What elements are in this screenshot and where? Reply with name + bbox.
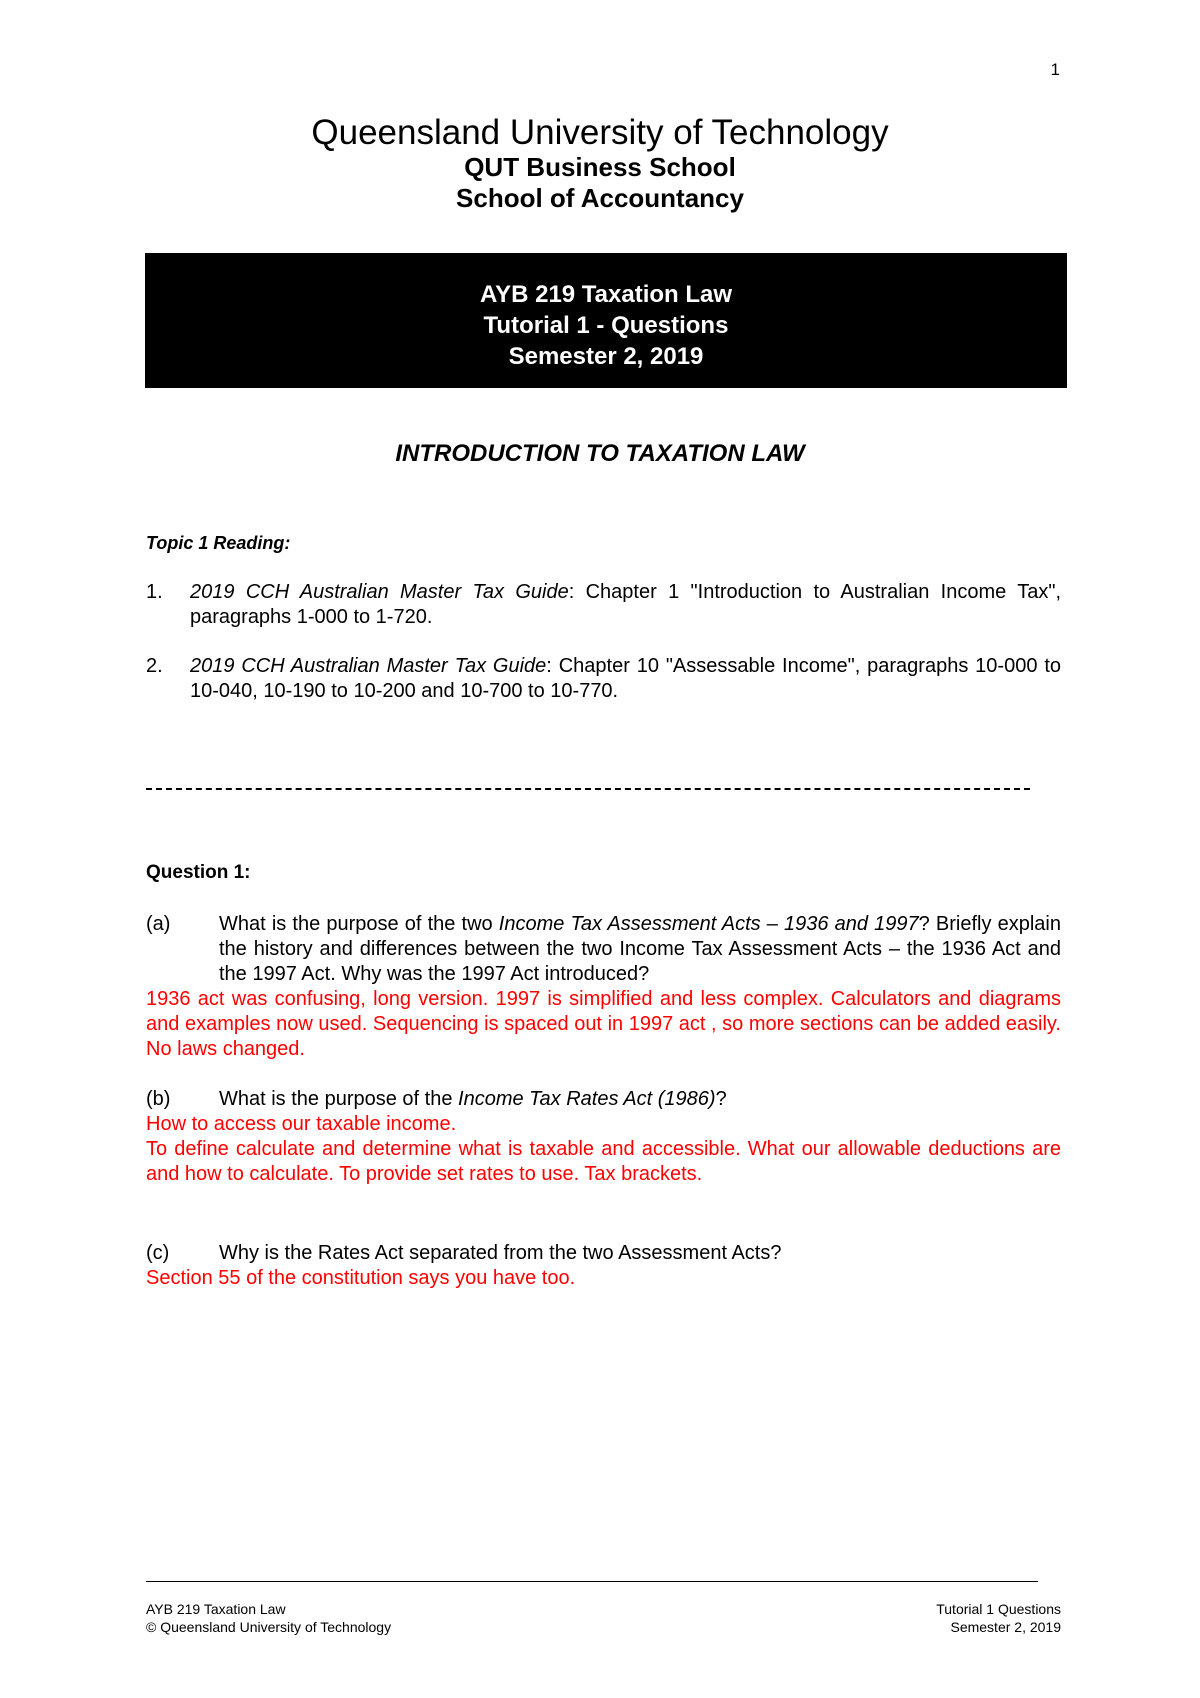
question-1b-label: (b) (146, 1088, 171, 1110)
question-1a-row (146, 912, 1061, 987)
question-1c-label: (c) (146, 1242, 170, 1264)
question-1c-answer: Section 55 of the constitution says you have too. (146, 1267, 576, 1289)
question-1c-row (146, 1241, 1061, 1266)
university-name: Queensland University of Technology (311, 113, 889, 152)
unit-banner (145, 253, 1067, 388)
reading-heading: Topic 1 Reading: (146, 533, 291, 553)
act-name: Income Tax Rates Act (1986) (458, 1088, 716, 1110)
book-title: 2019 CCH Australian Master Tax Guide (190, 655, 547, 677)
reading-item-detail: : Chapter 10 "Assessable Income", paragraphs 10-000 to 10-040, 10-190 to 10-200 and 10-700 to 10-770. (190, 655, 1061, 702)
reading-item-number: 2. (146, 655, 163, 677)
question-1a-answer: 1936 act was confusing, long version. 1997 is simplified and less complex. Calculators and diagrams and examples now used. Sequencing is spaced out in 1997 act , so more sections can be added easily. No laws changed. (146, 988, 1061, 1060)
reading-item-detail: : Chapter 1 "Introduction to Australian Income Tax", paragraphs 1-000 to 1-720. (190, 581, 1062, 628)
page-footer (146, 1600, 1061, 1636)
reading-item-number: 1. (146, 581, 163, 603)
reading-list (146, 580, 1061, 728)
footer-left (146, 1600, 391, 1636)
question-1a-text (219, 912, 1061, 987)
footer-unit: AYB 219 Taxation Law (146, 1601, 286, 1617)
question-1b-text (219, 1087, 1061, 1112)
footer-right (936, 1600, 1061, 1636)
question-1b-text-part: What is the purpose of the (219, 1088, 459, 1110)
question-1b (146, 1087, 1061, 1187)
question-1a-label: (a) (146, 913, 171, 935)
footer-rule (146, 1581, 1038, 1582)
school-name: School of Accountancy (456, 182, 744, 213)
document-header (0, 115, 1200, 214)
question-1c-text: Why is the Rates Act separated from the two Assessment Acts? (219, 1242, 782, 1264)
footer-semester: Semester 2, 2019 (950, 1619, 1061, 1635)
footer-tutorial: Tutorial 1 Questions (936, 1601, 1061, 1617)
question-1b-text-part: ? (715, 1088, 727, 1110)
page-number: 1 (1050, 60, 1060, 79)
section-title: INTRODUCTION TO TAXATION LAW (395, 440, 805, 467)
tutorial-title: Tutorial 1 - Questions (483, 312, 729, 339)
dashed-divider (146, 788, 1030, 790)
act-name: Income Tax Assessment Acts – 1936 and 1997 (498, 913, 919, 935)
question-1b-answer-2: To define calculate and determine what is taxable and accessible. What our allowable deductions are and how to calculate. To provide set rates to use. Tax brackets. (146, 1138, 1061, 1185)
footer-copyright: © Queensland University of Technology (146, 1619, 392, 1635)
semester-title: Semester 2, 2019 (508, 343, 704, 370)
question-1a-text-part: What is the purpose of the two (219, 913, 499, 935)
question-1b-answer-1: How to access our taxable income. (146, 1113, 457, 1135)
faculty-name: QUT Business School (464, 151, 736, 182)
question-1-heading: Question 1: (146, 862, 251, 883)
question-1a (146, 912, 1061, 1062)
reading-item-text (190, 654, 1061, 704)
unit-title: AYB 219 Taxation Law (479, 281, 733, 308)
reading-item-text (190, 580, 1061, 630)
reading-item (146, 580, 1061, 630)
reading-item (146, 654, 1061, 704)
question-1a-text-part: ? Briefly explain the history and differences between the two Income Tax Assessment Acts – the 1936 Act and the 1997 Act. Why was the 1997 Act introduced? (219, 913, 1061, 985)
question-1c (146, 1241, 1061, 1291)
book-title: 2019 CCH Australian Master Tax Guide (190, 581, 569, 603)
question-1b-row (146, 1087, 1061, 1112)
